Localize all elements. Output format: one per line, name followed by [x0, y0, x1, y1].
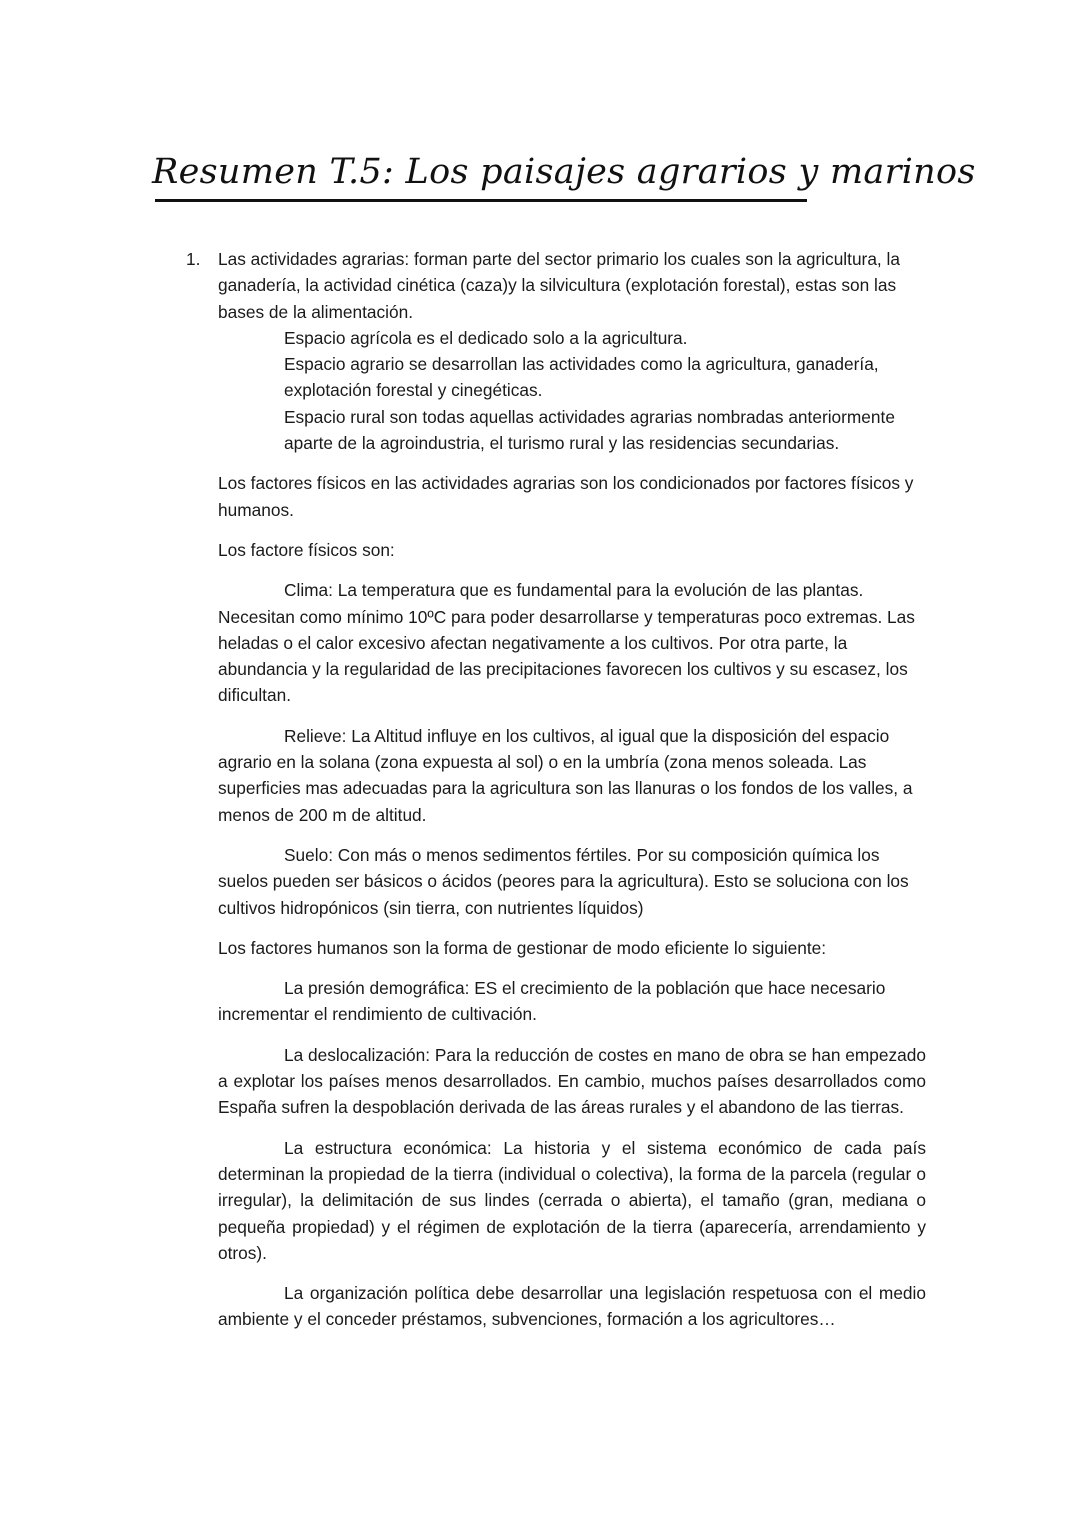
paragraph-relieve: Relieve: La Altitud influye en los cultivos, al igual que la disposición del espacio agrario en la solana (zona expuesta al sol) o en la umbría (zona menos soleada. Las superficies mas adecuadas para la agricultura son las llanuras o los fondos de los valles, a menos de 200 m de altitud. [218, 725, 913, 825]
sub-item-espacio-agricola: Espacio agrícola es el dedicado solo a la agricultura. [284, 327, 688, 348]
paragraph-deslocalizacion: La deslocalización: Para la reducción de costes en mano de obra se han empezado a explotar los países menos desarrollados. En cambio, muchos países desarrollados como España sufren la despoblación derivada de las áreas rurales y el abandono de las tierras. [218, 1044, 926, 1118]
paragraph-clima: Clima: La temperatura que es fundamental para la evolución de las plantas. Necesitan como mínimo 10ºC para poder desarrollarse y temperaturas poco extremas. Las heladas o el calor excesivo afectan negativamente a los cultivos. Por otra parte, la abundancia y la regularidad de las precipitaciones favorecen los cultivos y su escasez, los dificultan. [218, 580, 915, 706]
sub-item-espacio-agrario: Espacio agrario se desarrollan las actividades como la agricultura, ganadería, explotación forestal y cinegéticas. [284, 354, 879, 401]
list-item-1 [186, 246, 926, 456]
sub-item-espacio-rural: Espacio rural son todas aquellas actividades agrarias nombradas anteriormente aparte de la agroindustria, el turismo rural y las residencias secundarias. [284, 406, 895, 454]
paragraph-organizacion-politica: La organización política debe desarrollar una legislación respetuosa con el medio ambiente y el conceder préstamos, subvenciones, formación a los agricultores… [218, 1283, 926, 1330]
paragraph-estructura-economica: La estructura económica: La historia y el sistema económico de cada país determinan la propiedad de la tierra (individual o colectiva), la forma de la parcela (regular o irregular), la delimitación de sus lindes (cerrada o abierta), el tamaño (gran, mediana o pequeña propiedad) y el régimen de explotación de la tierra (aparecería, arrendamiento y otros). [218, 1137, 926, 1263]
heading-factores-fisicos: Los factore físicos son: [218, 539, 395, 560]
heading-factores-humanos: Los factores humanos son la forma de gestionar de modo eficiente lo siguiente: [218, 937, 827, 958]
list-number: 1. [186, 249, 201, 269]
list-item-text: Las actividades agrarias: forman parte del sector primario los cuales son la agricultura, la ganadería, la actividad cinética (caza)y la silvicultura (explotación forestal), estas son las bases de la alimentación. [218, 249, 900, 322]
document-body [186, 246, 926, 1333]
document-title: Resumen T.5: Los paisajes agrarios y marinos [152, 152, 976, 192]
title-underline [155, 199, 807, 202]
paragraph-factores-intro: Los factores físicos en las actividades agrarias son los condicionados por factores físicos y humanos. [218, 473, 914, 520]
paragraph-presion-demografica: La presión demográfica: ES el crecimiento de la población que hace necesario incrementar el rendimiento de cultivación. [218, 978, 886, 1025]
paragraph-suelo: Suelo: Con más o menos sedimentos fértiles. Por su composición química los suelos pueden ser básicos o ácidos (peores para la agricultura). Esto se soluciona con los cultivos hidropónicos (sin tierra, con nutrientes líquidos) [218, 844, 909, 918]
